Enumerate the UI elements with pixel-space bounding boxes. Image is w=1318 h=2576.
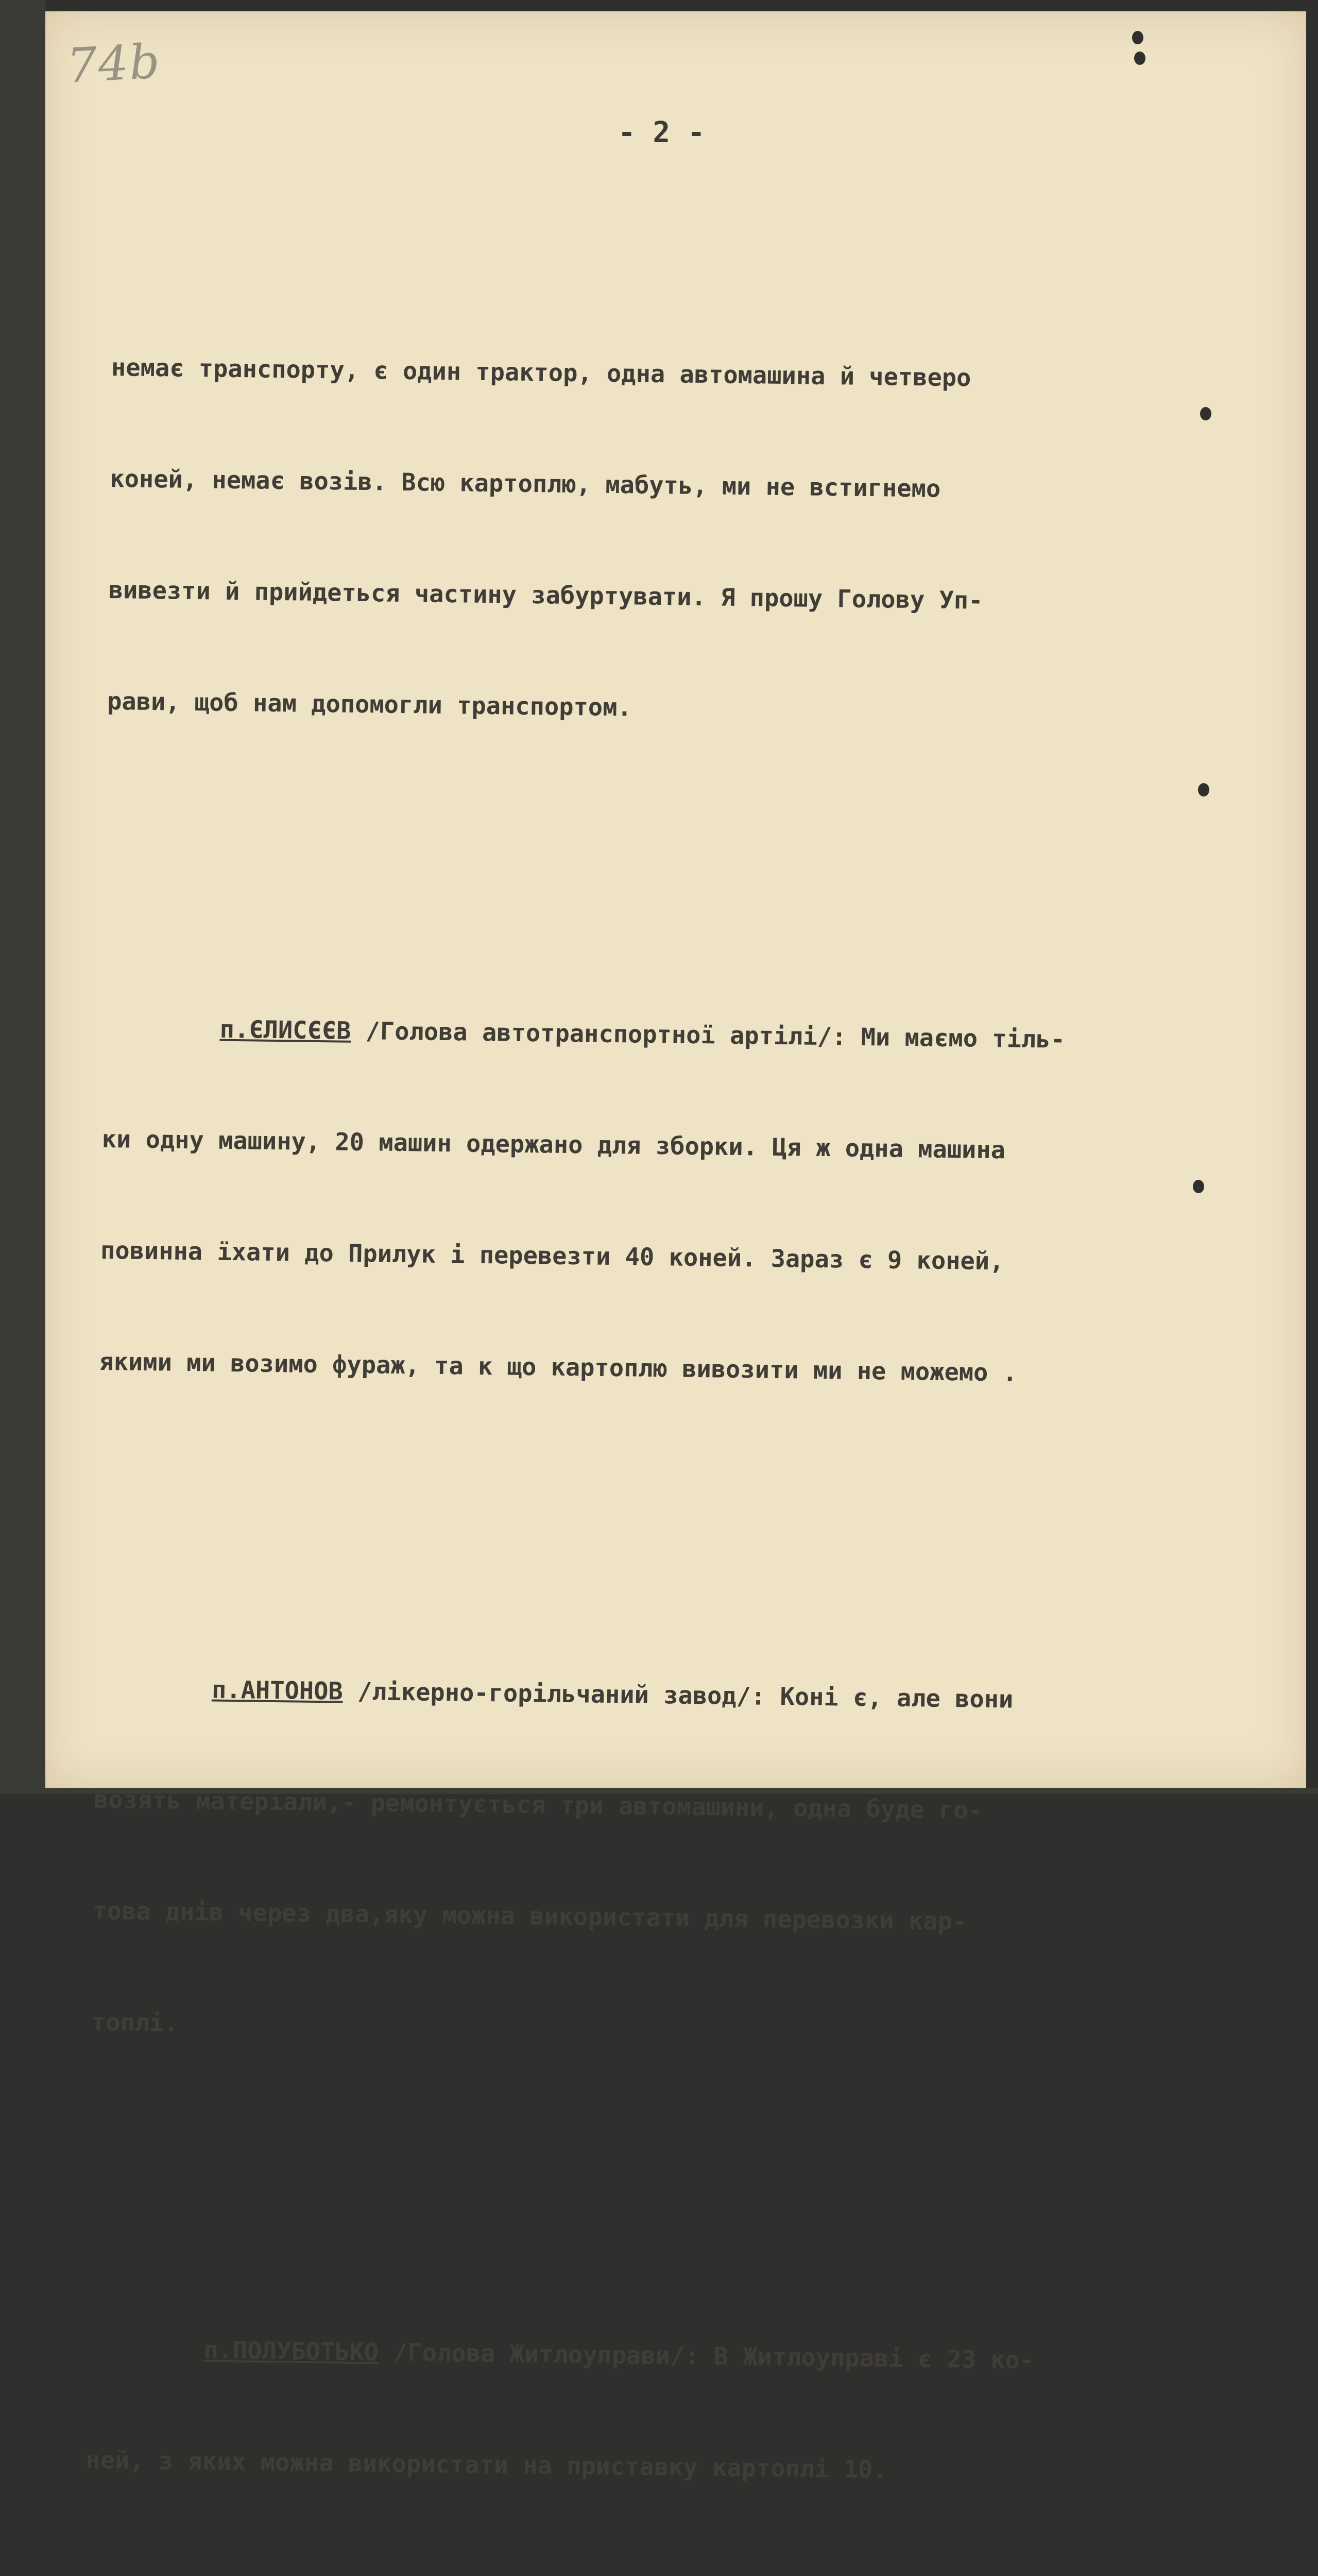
punch-hole	[1198, 783, 1209, 796]
text-line: ней, з яких можна використати на приставку картоплі 10.	[85, 2446, 887, 2484]
text-line: коней, немає возів. Всю картоплю, мабуть, ми не встигнемо	[110, 464, 941, 503]
punch-hole	[1193, 1180, 1204, 1193]
paragraph	[90, 1596, 1075, 2127]
paragraph	[106, 275, 1091, 806]
text-line: возять матеріали,- ремонтується три автомашини, одна буде го-	[93, 1785, 983, 1825]
page-number: - 2 -	[618, 116, 705, 149]
punch-hole	[1200, 407, 1211, 420]
text-line: якими ми возимо фураж, та к що картоплю вивозити ми не можемо .	[99, 1347, 1018, 1387]
speaker-name: п.ЄЛИСЄЄВ	[219, 1015, 351, 1045]
text-line: това днів через два,яку можна використати для перевозки кар-	[92, 1896, 967, 1936]
text-line: повинна їхати до Прилук і перевезти 40 коней. Зараз є 9 коней,	[100, 1236, 1004, 1276]
scan-border-left	[0, 0, 45, 1794]
document-body	[28, 201, 1092, 2576]
punch-hole	[1134, 52, 1145, 65]
speaker-name: п.ПОЛУБОТЬКО	[203, 2336, 379, 2367]
text-line: п.ПОЛУБОТЬКО /Голова Житлоуправи/: В Житлоуправі є 23 ко-	[203, 2336, 1035, 2375]
punch-hole	[1132, 31, 1143, 44]
text-line: вивезти й прийдеться частину забуртувати. Я прошу Голову Уп-	[108, 575, 983, 615]
text-line: п.ЄЛИСЄЄВ /Голова автотранспортної артілі/: Ми маємо тіль-	[219, 1015, 1066, 1054]
text-line: ки одну машину, 20 машин одержано для зборки. Ця ж одна машина	[101, 1125, 1006, 1165]
speaker-name: п.АНТОНОВ	[211, 1675, 344, 1706]
text-line: п.АНТОНОВ /лікерно-горільчаний завод/: Коні є, але вони	[211, 1675, 1014, 1714]
paragraph	[98, 936, 1083, 1467]
text-line: рави, щоб нам допомогли транспортом.	[107, 687, 632, 722]
text-line: немає транспорту, є один трактор, одна автомашина й четверо	[111, 353, 971, 393]
folio-number: 74b	[65, 33, 162, 94]
text-line: топлі.	[91, 2008, 179, 2038]
paragraph	[84, 2257, 1067, 2565]
